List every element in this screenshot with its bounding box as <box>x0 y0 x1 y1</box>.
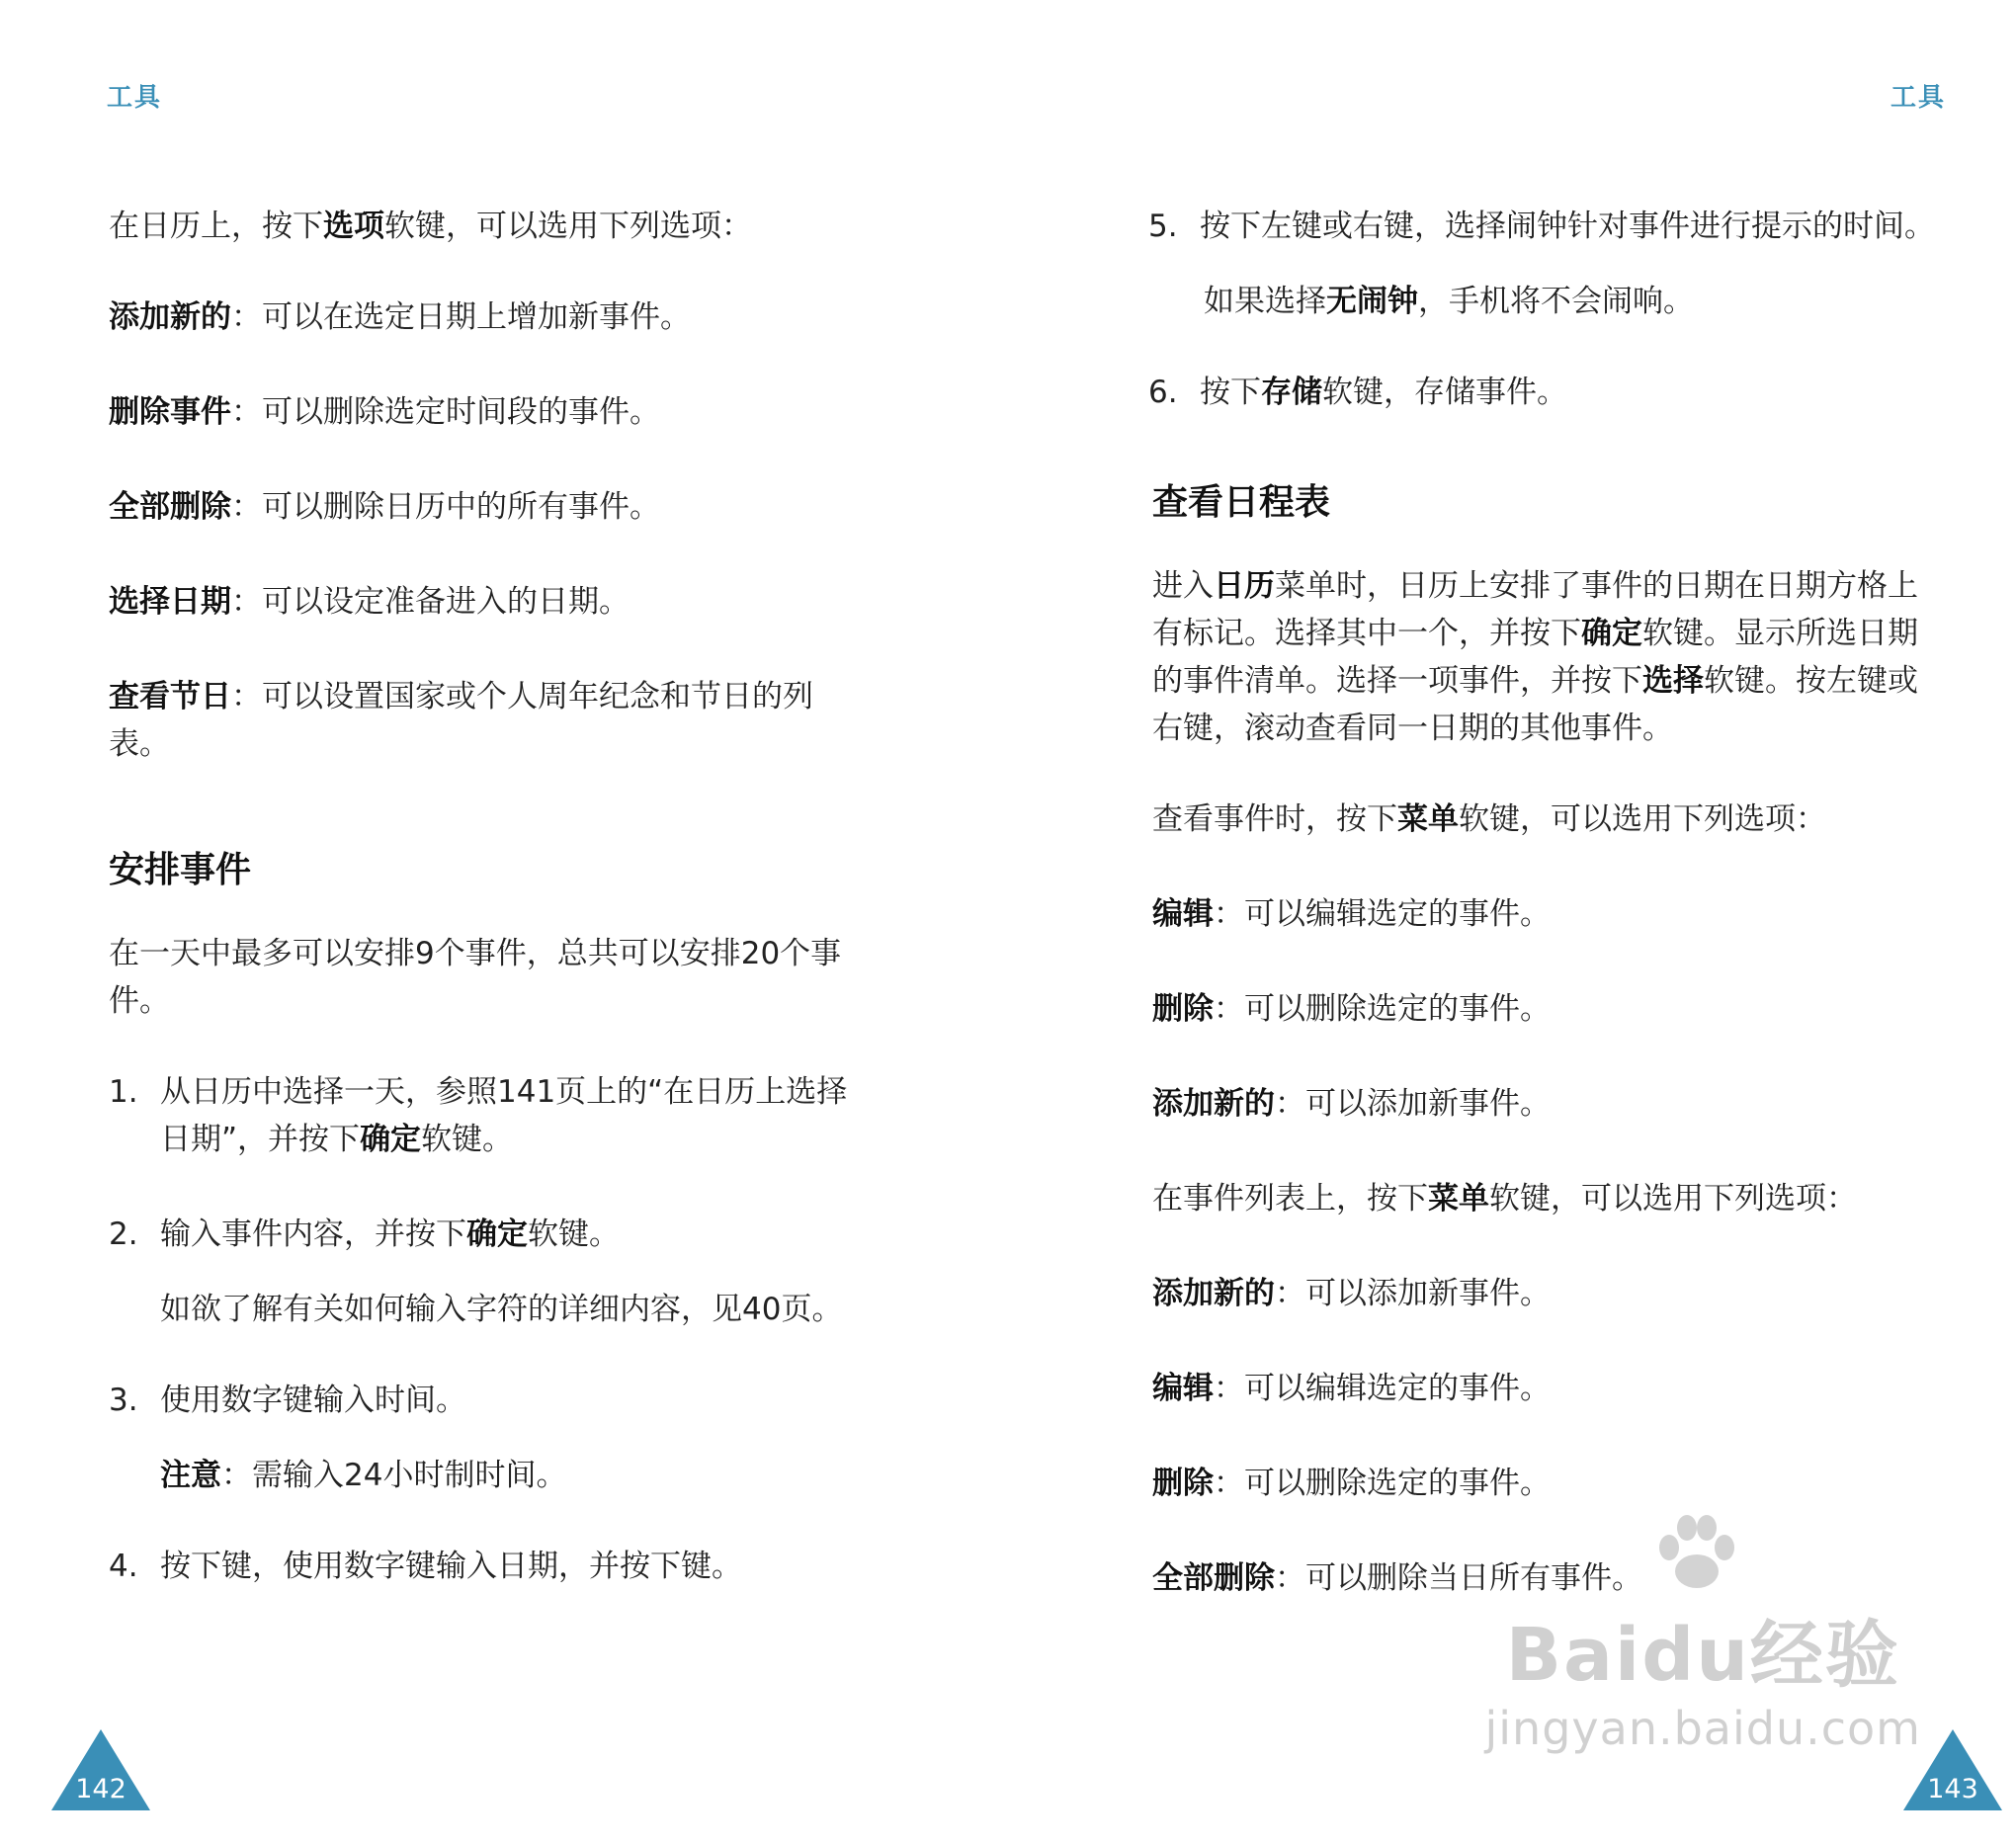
step-5-note: 如果选择无闹钟，手机将不会闹响。 <box>1204 284 1694 319</box>
step-2-note: 如欲了解有关如何输入字符的详细内容，见40页。 <box>160 1292 843 1327</box>
option-select-date: 选择日期：可以设定准备进入的日期。 <box>109 584 630 620</box>
option-delete-event: 删除事件：可以删除选定时间段的事件。 <box>109 394 660 430</box>
watermark-url: jingyan.baidu.com <box>1484 1702 1921 1755</box>
watermark-logo-text: Baidu经验 <box>1505 1613 1900 1698</box>
section-title-schedule-event: 安排事件 <box>109 850 252 890</box>
right-page <box>1008 0 2016 1846</box>
step-5: 5. 按下左键或右键，选择闹钟针对事件进行提示的时间。 <box>1148 209 1935 244</box>
option-delete-2: 删除：可以删除选定的事件。 <box>1152 1466 1551 1501</box>
page-number: 142 <box>75 1774 126 1804</box>
step-3: 3. 使用数字键输入时间。 <box>109 1383 466 1418</box>
step-6: 6. 按下存储软键，存储事件。 <box>1148 375 1567 410</box>
intro-paragraph: 在日历上，按下选项软键，可以选用下列选项： <box>109 209 752 244</box>
page-number: 143 <box>1927 1774 1978 1804</box>
option-add-new-2: 添加新的：可以添加新事件。 <box>1152 1276 1551 1311</box>
page-header: 工具 <box>107 83 163 113</box>
option-view-holidays: 查看节日：可以设置国家或个人周年纪念和节日的列表。 <box>109 679 813 762</box>
option-delete: 删除：可以删除选定的事件。 <box>1152 991 1551 1027</box>
section-intro: 在一天中最多可以安排9个事件，总共可以安排20个事件。 <box>109 936 842 1019</box>
paw-icon <box>1651 1512 1740 1591</box>
option-delete-all-today: 全部删除：可以删除当日所有事件。 <box>1152 1560 1642 1596</box>
page-header: 工具 <box>1890 83 1946 113</box>
option-delete-all: 全部删除：可以删除日历中的所有事件。 <box>109 489 660 525</box>
step-3-note: 注意：需输入24小时制时间。 <box>160 1458 567 1493</box>
left-content <box>109 203 880 1618</box>
option-edit: 编辑：可以编辑选定的事件。 <box>1152 896 1551 932</box>
option-add-new: 添加新的：可以添加新事件。 <box>1152 1086 1551 1122</box>
step-2: 2. 输入事件内容，并按下确定软键。 <box>109 1217 620 1252</box>
view-event-menu-intro: 查看事件时，按下菜单软键，可以选用下列选项： <box>1152 801 1826 837</box>
section-title-view-schedule: 查看日程表 <box>1152 482 1331 523</box>
step-1: 1. 从日历中选择一天，参照141页上的“在日历上选择日期”，并按下确定软键。 <box>109 1074 848 1157</box>
baidu-watermark <box>1485 1597 1922 1755</box>
option-edit-2: 编辑：可以编辑选定的事件。 <box>1152 1371 1551 1406</box>
view-schedule-paragraph: 进入日历菜单时，日历上安排了事件的日期在日期方格上有标记。选择其中一个，并按下确定软键。显示所选日期的事件清单。选择一项事件，并按下选择软键。按左键或右键，滚动查看同一日期的其他事件。 <box>1152 568 1918 746</box>
event-list-menu-intro: 在事件列表上，按下菜单软键，可以选用下列选项： <box>1152 1181 1857 1217</box>
page-number-marker <box>51 1729 150 1810</box>
step-4: 4. 按下键，使用数字键输入日期，并按下键。 <box>109 1549 742 1584</box>
right-content <box>1148 203 1953 1649</box>
option-add-new: 添加新的：可以在选定日期上增加新事件。 <box>109 299 691 335</box>
